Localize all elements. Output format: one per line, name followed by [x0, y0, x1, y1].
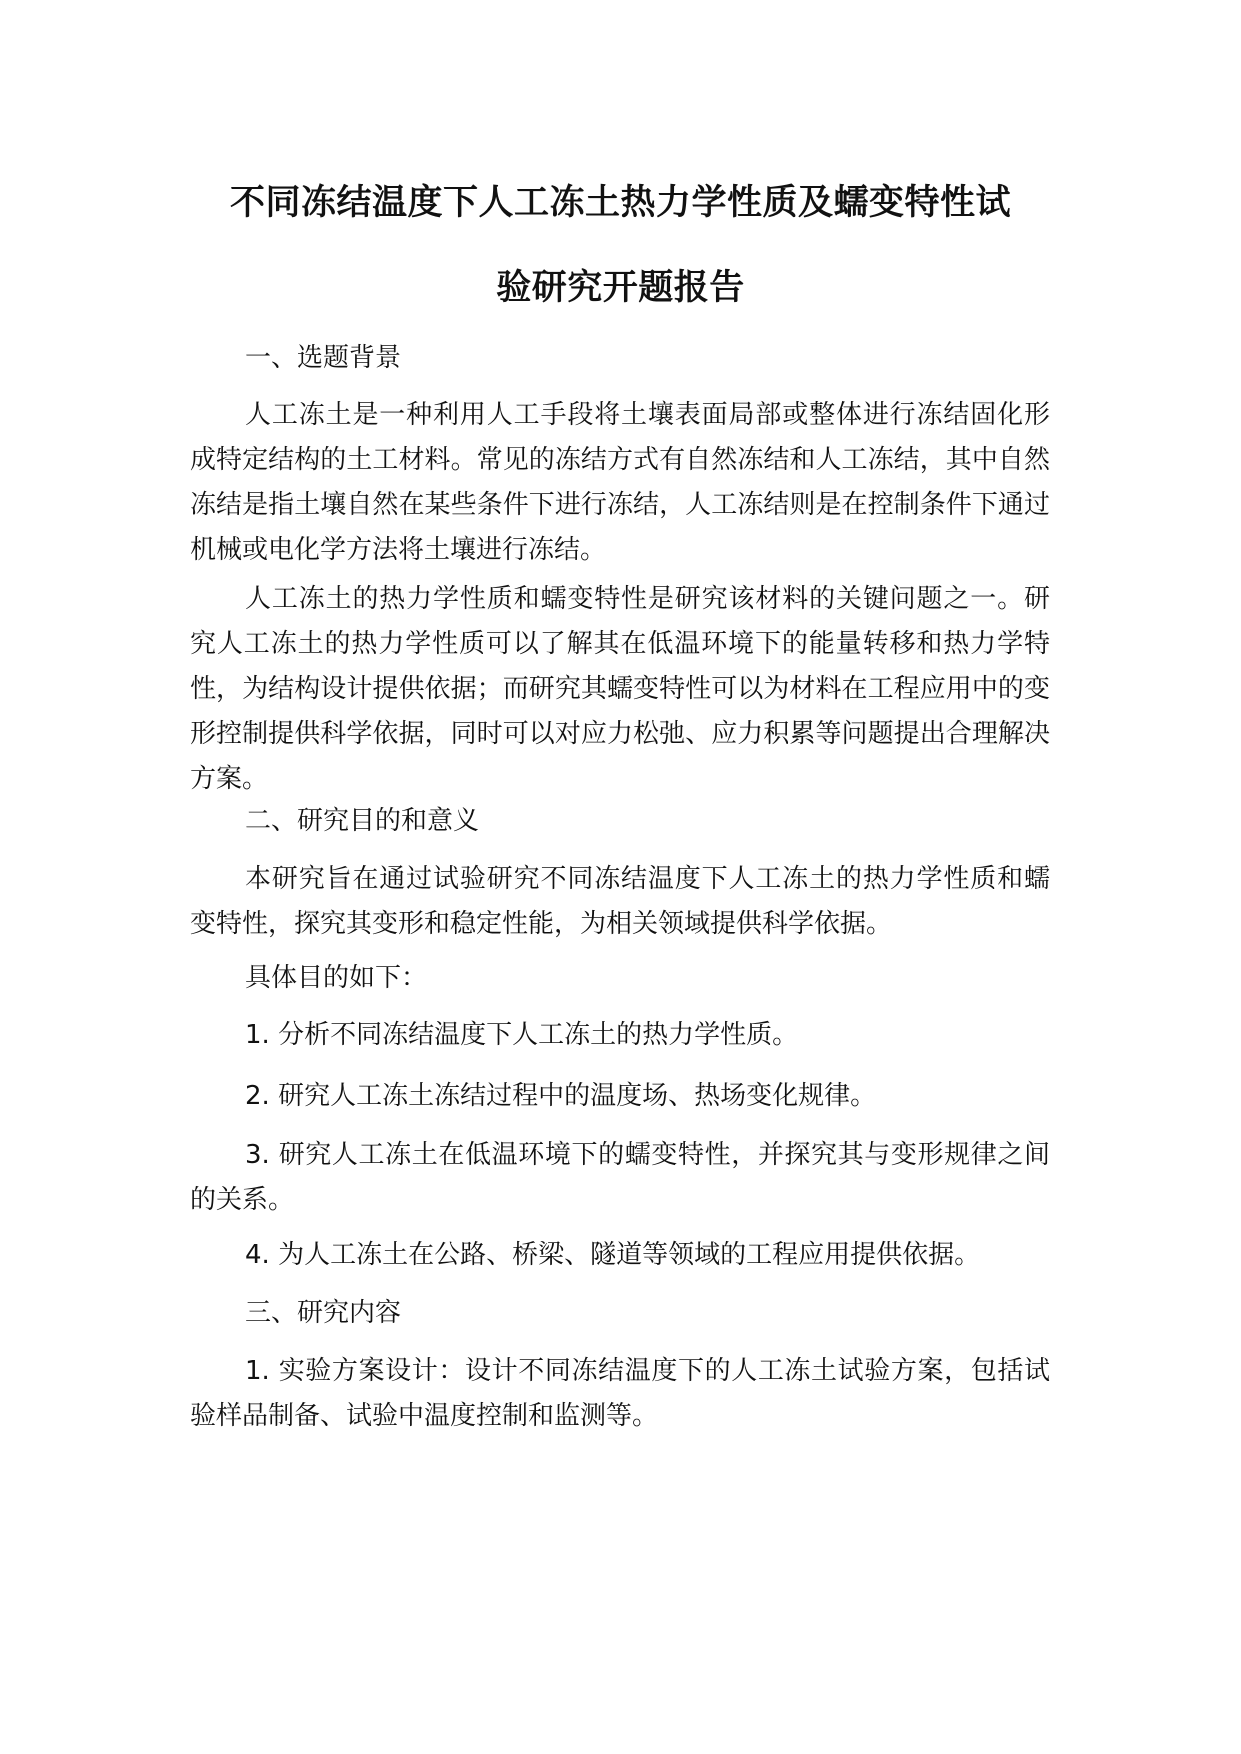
section-3-list-item: 1. 实验方案设计：设计不同冻结温度下的人工冻土试验方案，包括试验样品制备、试验中温度控制和监测等。: [190, 1356, 1050, 1431]
section-2-specific-intro: 具体目的如下：: [245, 963, 428, 993]
section-3-heading: 三、研究内容: [245, 1298, 402, 1328]
section-2-heading: 二、研究目的和意义: [245, 806, 480, 836]
section-1-heading: 一、选题背景: [245, 343, 402, 373]
section-2-list-item: 1. 分析不同冻结温度下人工冻土的热力学性质。: [245, 1020, 799, 1050]
document-title-line-2: 验研究开题报告: [496, 268, 745, 308]
section-1-paragraph-2: 人工冻土的热力学性质和蠕变特性是研究该材料的关键问题之一。研究人工冻土的热力学性质可以了解其在低温环境下的能量转移和热力学特性，为结构设计提供依据；而研究其蠕变特性可以为材料在工程应用中的变形控制提供科学依据，同时可以对应力松弛、应力积累等问题提出合理解决方案。: [190, 584, 1050, 794]
section-2-list-item: 2. 研究人工冻土冻结过程中的温度场、热场变化规律。: [245, 1081, 877, 1111]
document-title-line-1: 不同冻结温度下人工冻土热力学性质及蠕变特性试: [229, 183, 1011, 223]
section-1-paragraph-1: 人工冻土是一种利用人工手段将土壤表面局部或整体进行冻结固化形成特定结构的土工材料。常见的冻结方式有自然冻结和人工冻结，其中自然冻结是指土壤自然在某些条件下进行冻结，人工冻结则是在控制条件下通过机械或电化学方法将土壤进行冻结。: [190, 400, 1050, 565]
section-2-paragraph-1: 本研究旨在通过试验研究不同冻结温度下人工冻土的热力学性质和蠕变特性，探究其变形和稳定性能，为相关领域提供科学依据。: [190, 864, 1050, 939]
section-2-list-item: 3. 研究人工冻土在低温环境下的蠕变特性，并探究其与变形规律之间的关系。: [190, 1140, 1050, 1215]
section-2-list-item: 4. 为人工冻土在公路、桥梁、隧道等领域的工程应用提供依据。: [245, 1240, 981, 1270]
